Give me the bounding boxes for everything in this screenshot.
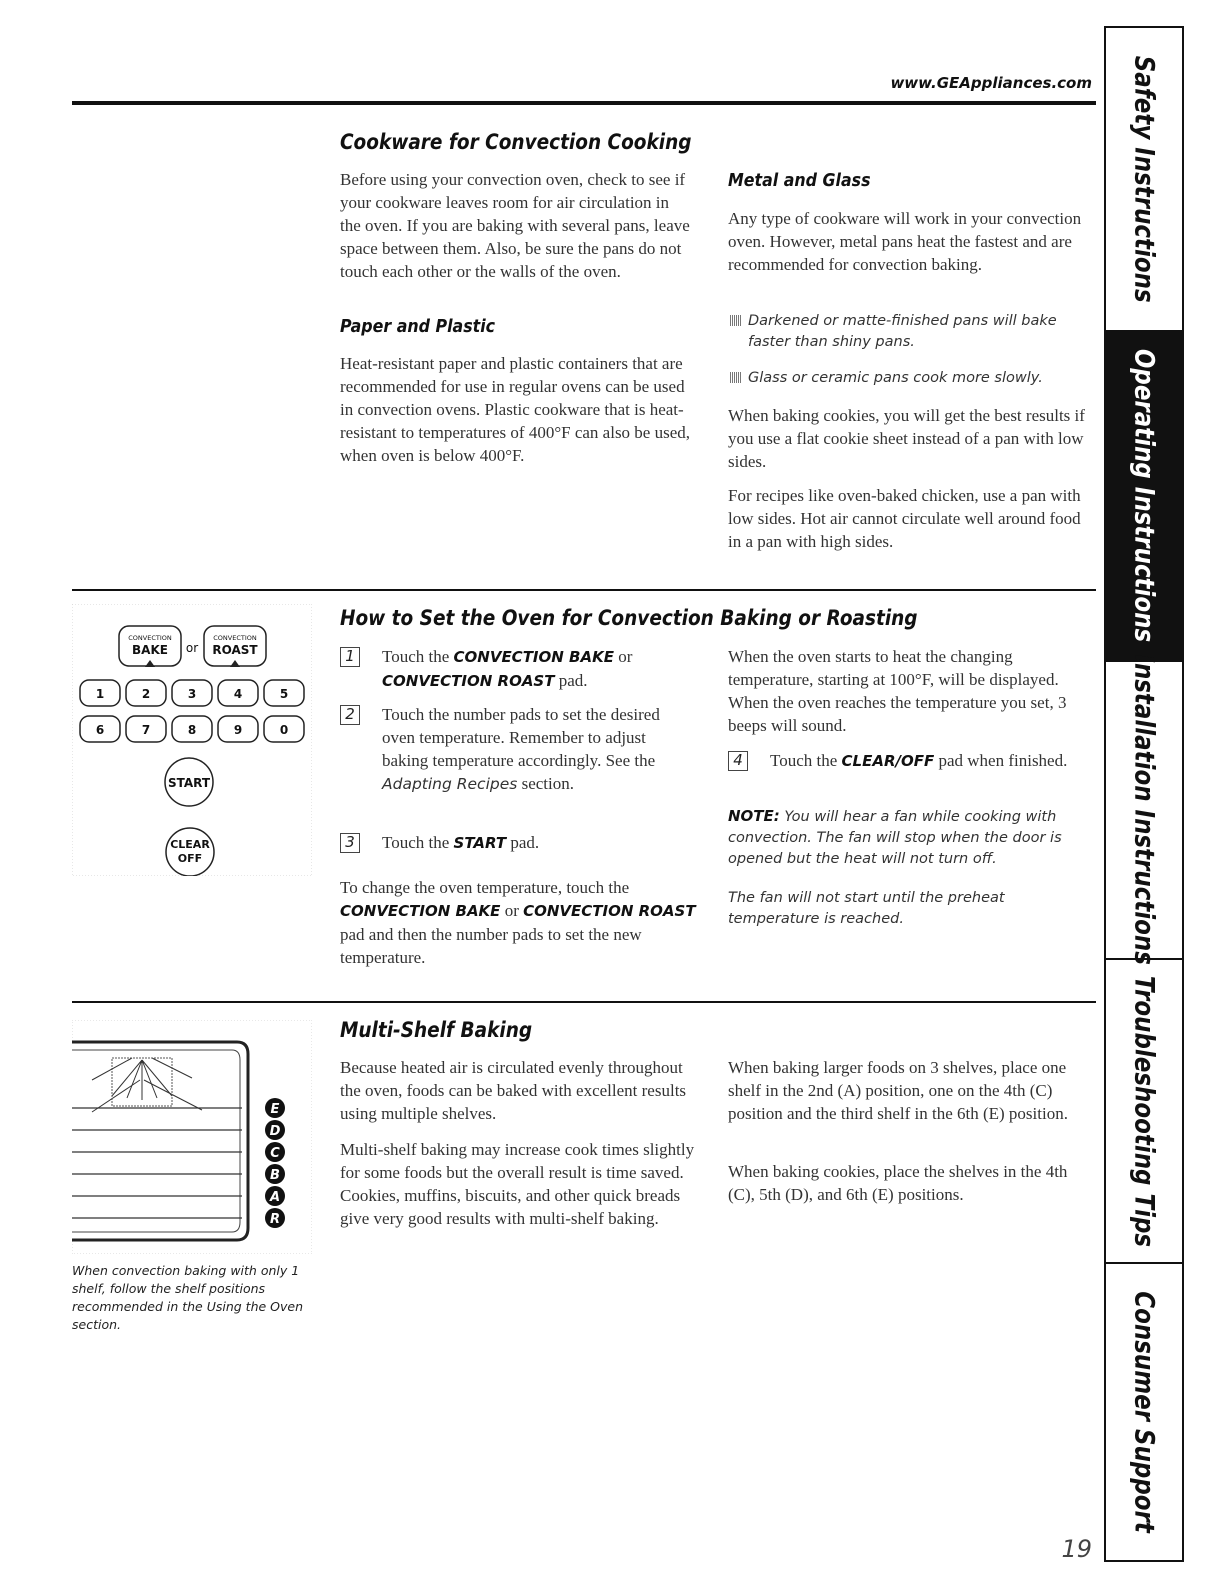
- tab-consumer-support[interactable]: [1106, 1264, 1182, 1560]
- clear-label: CLEAR: [170, 838, 210, 851]
- oven-shelves-svg: [72, 1020, 312, 1254]
- multi-shelf-p1: Because heated air is circulated evenly throughout the oven, foods can be baked with excellent results using multiple shelves.: [340, 1058, 687, 1123]
- shelf-letter-D: D: [269, 1124, 281, 1139]
- section-divider-2: [72, 1001, 1096, 1003]
- shelf-caption: When convection baking with only 1 shelf, follow the shelf positions recommended in the Using the Oven section.: [72, 1263, 304, 1332]
- bullet-square-icon: [730, 372, 741, 383]
- step-1: [340, 645, 700, 695]
- multi-shelf-p3: When baking larger foods on 3 shelves, place one shelf in the 2nd (A) position, one on the 4th (C) position and the third shelf in the 6th (E) position.: [728, 1058, 1068, 1123]
- digit-label-2: 2: [141, 687, 151, 701]
- paper-plastic-text: Heat-resistant paper and plastic containers that are recommended for use in regular ovens can be used in convection ovens. Plastic cookware that is heat-resistant to temperatures of 400°F can also be used, when oven is below 400°F.: [340, 354, 691, 465]
- digit-label-8: 8: [187, 723, 197, 737]
- section-title-convection-setting: How to Set the Oven for Convection Baking or Roasting: [340, 606, 918, 630]
- bullet-text: Glass or ceramic pans cook more slowly.: [748, 370, 1043, 386]
- roast-label: ROAST: [212, 643, 258, 657]
- bullet-darkened-pans: [730, 311, 1090, 353]
- step-number: 3: [340, 833, 360, 853]
- tab-safety-instructions[interactable]: [1106, 28, 1182, 332]
- digit-label-0: 0: [279, 723, 289, 737]
- shelf-letter-R: R: [269, 1212, 281, 1227]
- step-number: 4: [728, 751, 748, 771]
- change-temperature-text: To change the oven temperature, touch the CONVECTION BAKE or CONVECTION ROAST pad and then the number pads to set the new temperature.: [340, 878, 696, 967]
- tab-installation-instructions[interactable]: [1106, 654, 1182, 966]
- bullet-square-icon: [730, 315, 741, 326]
- section-divider-1: [72, 589, 1096, 591]
- step-4: [728, 749, 1090, 799]
- heading-paper-plastic: Paper and Plastic: [340, 316, 496, 337]
- section-sidebar: [1104, 26, 1184, 1562]
- digit-label-9: 9: [233, 723, 243, 737]
- off-label: OFF: [177, 852, 203, 865]
- multi-shelf-p4: When baking cookies, place the shelves in the 4th (C), 5th (D), and 6th (E) positions.: [728, 1162, 1068, 1204]
- oven-shelf-illustration: [72, 1020, 312, 1254]
- cookware-intro: Before using your convection oven, check to see if your cookware leaves room for air circulation in the oven. If you are baking with several pans, leave space between them. Also, be sure the pans do not touch each other or the walls of the oven.: [340, 170, 690, 281]
- step-text: Touch the CLEAR/OFF pad when finished.: [770, 751, 1068, 770]
- conv-label-left: CONVECTION: [128, 634, 172, 642]
- digit-label-4: 4: [233, 687, 243, 701]
- tab-label: Operating Instructions: [1128, 349, 1160, 643]
- fan-preheat-note: The fan will not start until the preheat temperature is reached.: [728, 890, 1005, 927]
- bake-label: BAKE: [132, 643, 168, 657]
- step-2: [340, 703, 700, 818]
- or-label: or: [185, 641, 199, 655]
- tab-operating-instructions[interactable]: [1106, 332, 1182, 662]
- metal-glass-text: Any type of cookware will work in your convection oven. However, metal pans heat the fastest and are recommended for convection baking.: [728, 209, 1082, 274]
- page-number: 19: [1061, 1535, 1092, 1563]
- tab-label: Consumer Support: [1128, 1291, 1160, 1533]
- chicken-text: For recipes like oven-baked chicken, use a pan with low sides. Hot air cannot circulate well around food in a pan with high sides.: [728, 486, 1081, 551]
- step-3: [340, 831, 700, 861]
- shelf-letter-C: C: [270, 1146, 280, 1161]
- shelf-letter-E: E: [270, 1102, 280, 1117]
- digit-label-1: 1: [95, 687, 105, 701]
- fan-note: NOTE: You will hear a fan while cooking with convection. The fan will stop when the door is opened but the heat will not turn off.: [728, 807, 1062, 867]
- digit-label-5: 5: [279, 687, 289, 701]
- tab-troubleshooting-tips[interactable]: [1106, 960, 1182, 1264]
- conv-label-right: CONVECTION: [213, 634, 257, 642]
- multi-shelf-p2: Multi-shelf baking may increase cook times slightly for some foods but the overall result is time saved. Cookies, muffins, biscuits, and other quick breads give very good results with multi-shelf baking.: [340, 1140, 695, 1228]
- top-rule: [72, 101, 1096, 105]
- section-title-cookware: Cookware for Convection Cooking: [340, 130, 692, 154]
- shelf-letter-B: B: [270, 1168, 280, 1183]
- keypad-svg: [72, 604, 312, 876]
- bullet-glass-pans: [730, 368, 1090, 389]
- heading-metal-glass: Metal and Glass: [728, 170, 871, 191]
- step-number: 1: [340, 647, 360, 667]
- tab-label: Troubleshooting Tips: [1128, 975, 1160, 1247]
- start-label: START: [167, 776, 211, 790]
- tab-label: Safety Instructions: [1128, 55, 1160, 303]
- step-number: 2: [340, 705, 360, 725]
- digit-label-3: 3: [187, 687, 197, 701]
- digit-label-7: 7: [141, 723, 151, 737]
- keypad-illustration: [72, 604, 312, 876]
- cookies-text: When baking cookies, you will get the best results if you use a flat cookie sheet instead of a pan with low sides.: [728, 406, 1085, 471]
- step-text: Touch the START pad.: [382, 833, 540, 852]
- step-text: Touch the CONVECTION BAKE or CONVECTION ROAST pad.: [382, 647, 633, 690]
- step-text: Touch the number pads to set the desired oven temperature. Remember to adjust baking temperature accordingly. See the Adapting Recipes section.: [382, 705, 660, 793]
- preheat-display-text: When the oven starts to heat the changing temperature, starting at 100°F, will be displayed. When the oven reaches the temperature you set, 3 beeps will sound.: [728, 647, 1067, 735]
- bullet-text: Darkened or matte-finished pans will bake faster than shiny pans.: [748, 313, 1057, 350]
- website-url: www.GEAppliances.com: [890, 74, 1092, 92]
- section-title-multi-shelf: Multi-Shelf Baking: [340, 1018, 533, 1042]
- digit-label-6: 6: [95, 723, 105, 737]
- tab-label: Installation Instructions: [1128, 654, 1160, 966]
- shelf-letter-A: A: [269, 1190, 281, 1205]
